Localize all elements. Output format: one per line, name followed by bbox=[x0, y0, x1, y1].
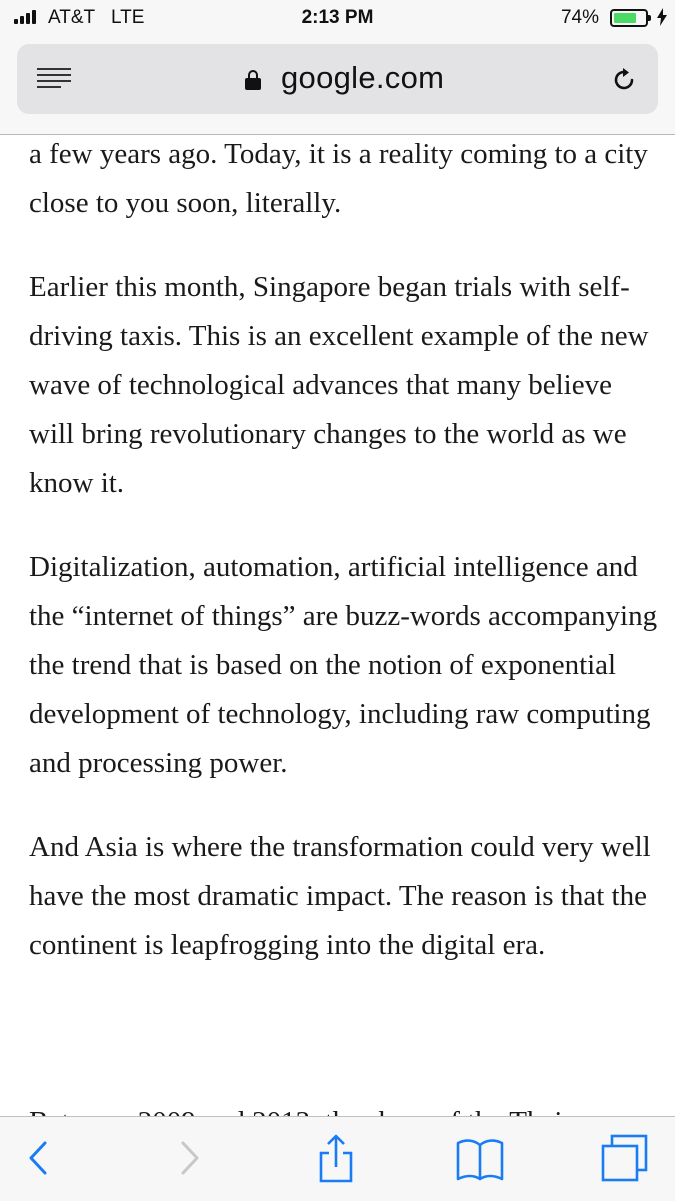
carrier-name: AT&T bbox=[48, 7, 96, 28]
article-paragraph: Earlier this month, Singapore began trials with self-driving taxis. This is an excellent example of the new wave of technological advances that many believe will bring revolutionary changes to the world as we know it. bbox=[29, 271, 649, 499]
reader-menu-icon[interactable] bbox=[37, 68, 71, 92]
share-icon[interactable] bbox=[311, 1133, 361, 1183]
back-icon[interactable] bbox=[14, 1133, 64, 1183]
article-paragraph: a few years ago. Today, it is a reality coming to a city close to you soon, literally. bbox=[29, 138, 648, 219]
lock-icon bbox=[245, 70, 261, 90]
charging-bolt-icon bbox=[657, 8, 667, 31]
battery-percent: 74% bbox=[560, 7, 599, 28]
forward-icon[interactable] bbox=[164, 1133, 214, 1183]
reload-icon[interactable] bbox=[610, 66, 638, 94]
article-paragraph: And Asia is where the transformation could very well have the most dramatic impact. The reason is that the continent is leapfrogging into the digital era. bbox=[29, 831, 651, 961]
battery-fill bbox=[614, 13, 636, 23]
status-bar bbox=[0, 0, 675, 38]
article-body bbox=[29, 130, 659, 1005]
network-type: LTE bbox=[111, 7, 145, 28]
status-time: 2:13 PM bbox=[301, 7, 374, 28]
article-paragraph: Digitalization, automation, artificial intelligence and the “internet of things” are buzz-words accompanying the trend that is based on the notion of exponential development of technology, including raw computing and processing power. bbox=[29, 551, 658, 779]
bookmarks-icon[interactable] bbox=[455, 1133, 505, 1183]
battery-icon bbox=[610, 9, 648, 27]
url-domain[interactable]: google.com bbox=[281, 60, 445, 95]
browser-header bbox=[0, 38, 675, 135]
bottom-toolbar bbox=[0, 1116, 675, 1201]
address-bar[interactable] bbox=[17, 44, 658, 114]
tabs-icon[interactable] bbox=[600, 1133, 650, 1183]
